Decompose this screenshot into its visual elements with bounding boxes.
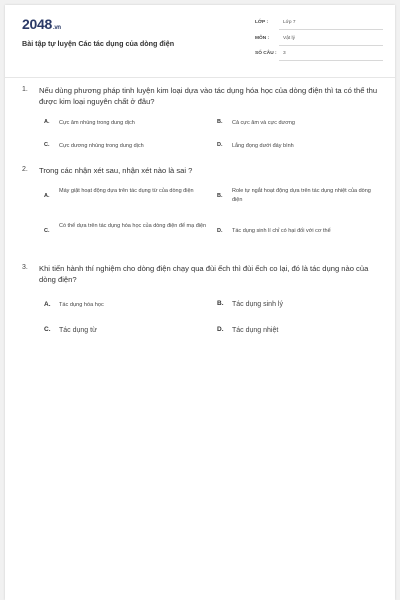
- question-text: Nếu dùng phương pháp tinh luyện kim loại dựa vào tác dụng hóa học của dòng điện thì ta có thể thu được kim loại nguyên chất ở đâu?: [39, 86, 378, 106]
- option-text: Tác dụng nhiệt: [232, 327, 279, 334]
- meta-label: LỚP :: [255, 20, 269, 25]
- meta-underline: [279, 45, 383, 46]
- option-letter: A.: [44, 301, 51, 308]
- logo-suffix: .vn: [52, 25, 61, 31]
- meta-value: 3: [283, 51, 286, 56]
- meta-label: MÔN :: [255, 36, 270, 41]
- question-number: 1.: [22, 86, 28, 93]
- header-divider: [5, 77, 395, 78]
- worksheet-page: [5, 5, 395, 600]
- option-text: Lắng đọng dưới đáy bình: [232, 143, 294, 149]
- option-text: Cực dương nhúng trong dung dịch: [59, 143, 144, 149]
- option-b[interactable]: [217, 187, 387, 207]
- worksheet-title: Bài tập tự luyện Các tác dụng của dòng điện: [22, 39, 175, 48]
- option-text: Cả cực âm và cực dương: [232, 120, 295, 126]
- option-letter: A.: [44, 119, 50, 125]
- option-text: Tác dụng hóa học: [59, 302, 104, 308]
- question-text: Khi tiến hành thí nghiệm cho dòng điện chạy qua đùi ếch thì đùi ếch co lại, đó là tác dụng nào của dòng điện?: [39, 264, 369, 284]
- question-number: 2.: [22, 166, 28, 173]
- meta-label: SỐ CÂU :: [255, 51, 277, 56]
- option-letter: A.: [44, 193, 50, 199]
- question-2: [22, 165, 382, 255]
- meta-value: Vật lý: [283, 36, 295, 41]
- option-text: Tác dụng từ: [59, 327, 97, 334]
- logo-main: 2048: [22, 16, 52, 32]
- meta-subject: [255, 34, 383, 48]
- option-text: Role tự ngắt hoạt động dựa trên tác dụng nhiệt của dòng điện: [232, 188, 371, 203]
- option-text: Có thể dựa trên tác dụng hóa học của dòng điện để mạ điện: [59, 223, 207, 229]
- option-letter: C.: [44, 228, 50, 234]
- question-1: [22, 85, 382, 165]
- site-logo[interactable]: [22, 16, 61, 32]
- option-letter: B.: [217, 193, 223, 199]
- option-text: Cực âm nhúng trong dung dịch: [59, 120, 135, 126]
- option-text: Tác dụng sinh lý: [232, 301, 283, 308]
- option-letter: D.: [217, 326, 224, 333]
- option-c[interactable]: [44, 222, 214, 242]
- question-number: 3.: [22, 264, 28, 271]
- meta-underline: [279, 60, 383, 61]
- meta-question-count: [255, 49, 383, 63]
- meta-value: Lớp 7: [283, 20, 296, 25]
- worksheet-header: [5, 5, 395, 77]
- option-text: Tác dụng sinh lí chỉ có hại đối với cơ thể: [232, 228, 331, 234]
- option-text: Máy giặt hoạt động dựa trên tác dụng từ của dòng điện: [59, 188, 194, 194]
- option-letter: C.: [44, 142, 50, 148]
- option-letter: D.: [217, 142, 223, 148]
- option-a[interactable]: [44, 187, 214, 207]
- meta-underline: [279, 29, 383, 30]
- option-letter: B.: [217, 300, 224, 307]
- question-text: Trong các nhận xét sau, nhận xét nào là sai ?: [39, 166, 193, 175]
- question-3: [22, 263, 382, 343]
- meta-class: [255, 18, 383, 32]
- option-letter: B.: [217, 119, 223, 125]
- option-letter: D.: [217, 228, 223, 234]
- option-letter: C.: [44, 326, 51, 333]
- option-d[interactable]: [217, 222, 387, 242]
